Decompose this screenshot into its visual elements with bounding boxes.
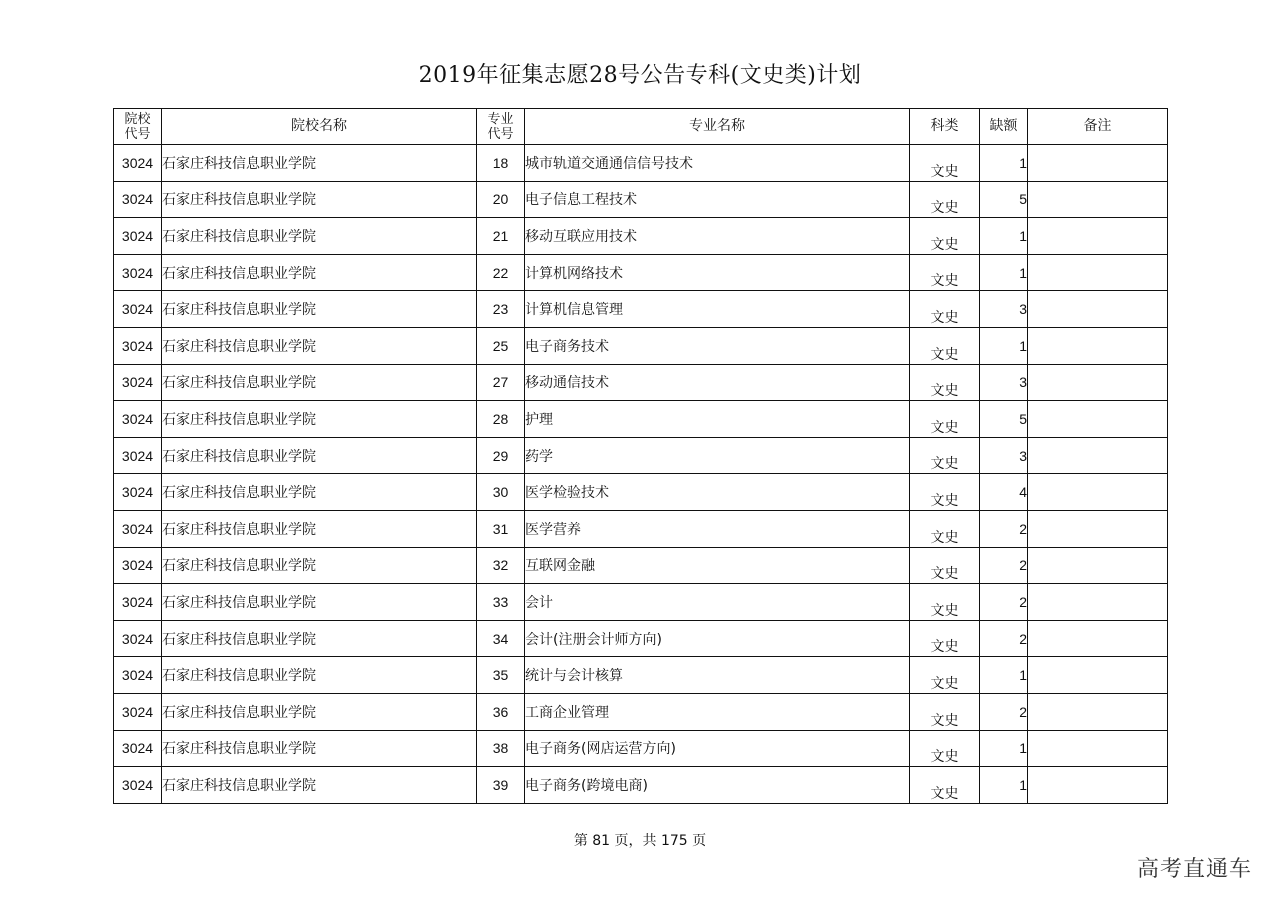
cell-school-name: 石家庄科技信息职业学院 [162,693,477,730]
cell-school-name: 石家庄科技信息职业学院 [162,657,477,694]
cell-school-code: 3024 [114,291,162,328]
table-row [114,145,1168,182]
cell-vacancies: 1 [980,145,1028,182]
cell-vacancies: 1 [980,218,1028,255]
cell-category: 文史 [910,218,980,255]
cell-major-code: 20 [477,181,525,218]
cell-category: 文史 [910,145,980,182]
cell-major-code: 23 [477,291,525,328]
cell-school-code: 3024 [114,510,162,547]
cell-vacancies: 1 [980,730,1028,767]
table-row [114,181,1168,218]
cell-major-name: 计算机网络技术 [525,254,910,291]
cell-school-code: 3024 [114,401,162,438]
cell-remarks [1028,437,1168,474]
cell-major-code: 25 [477,327,525,364]
cell-vacancies: 2 [980,547,1028,584]
page-title: 2019年征集志愿28号公告专科(文史类)计划 [418,63,862,88]
cell-major-name: 计算机信息管理 [525,291,910,328]
table-row [114,767,1168,804]
cell-major-code: 39 [477,767,525,804]
cell-major-code: 18 [477,145,525,182]
cell-major-code: 35 [477,657,525,694]
cell-vacancies: 1 [980,327,1028,364]
cell-category: 文史 [910,437,980,474]
cell-major-name: 工商企业管理 [525,693,910,730]
cell-major-code: 22 [477,254,525,291]
cell-category: 文史 [910,657,980,694]
cell-major-name: 电子信息工程技术 [525,181,910,218]
cell-school-name: 石家庄科技信息职业学院 [162,327,477,364]
cell-school-name: 石家庄科技信息职业学院 [162,510,477,547]
cell-remarks [1028,730,1168,767]
page-footer: 第 81 页，共 175 页 [573,833,707,849]
table-row [114,584,1168,621]
cell-major-name: 医学营养 [525,510,910,547]
cell-school-code: 3024 [114,327,162,364]
cell-school-code: 3024 [114,364,162,401]
cell-remarks [1028,218,1168,255]
table-row [114,657,1168,694]
cell-school-code: 3024 [114,254,162,291]
table-row [114,547,1168,584]
cell-remarks [1028,620,1168,657]
cell-major-code: 33 [477,584,525,621]
header-row [114,109,1168,145]
cell-major-code: 30 [477,474,525,511]
cell-major-code: 28 [477,401,525,438]
cell-vacancies: 2 [980,510,1028,547]
cell-category: 文史 [910,474,980,511]
table-row [114,364,1168,401]
cell-major-name: 电子商务(网店运营方向) [525,730,910,767]
cell-remarks [1028,584,1168,621]
cell-vacancies: 5 [980,181,1028,218]
header-vacancies: 缺额 [980,109,1028,145]
cell-school-name: 石家庄科技信息职业学院 [162,437,477,474]
cell-school-name: 石家庄科技信息职业学院 [162,620,477,657]
table-row [114,730,1168,767]
cell-vacancies: 5 [980,401,1028,438]
cell-vacancies: 4 [980,474,1028,511]
cell-major-name: 电子商务(跨境电商) [525,767,910,804]
cell-major-name: 护理 [525,401,910,438]
cell-vacancies: 1 [980,657,1028,694]
cell-major-name: 互联网金融 [525,547,910,584]
cell-school-code: 3024 [114,145,162,182]
cell-vacancies: 3 [980,364,1028,401]
cell-school-name: 石家庄科技信息职业学院 [162,547,477,584]
cell-major-name: 药学 [525,437,910,474]
cell-school-code: 3024 [114,437,162,474]
cell-major-name: 会计(注册会计师方向) [525,620,910,657]
cell-major-name: 会计 [525,584,910,621]
cell-major-code: 21 [477,218,525,255]
cell-school-code: 3024 [114,474,162,511]
cell-category: 文史 [910,364,980,401]
cell-vacancies: 2 [980,693,1028,730]
cell-major-name: 移动通信技术 [525,364,910,401]
table-row [114,327,1168,364]
table-row [114,218,1168,255]
cell-school-code: 3024 [114,657,162,694]
table-row [114,620,1168,657]
cell-major-code: 34 [477,620,525,657]
cell-category: 文史 [910,620,980,657]
cell-school-code: 3024 [114,218,162,255]
table-row [114,510,1168,547]
cell-major-code: 31 [477,510,525,547]
cell-school-name: 石家庄科技信息职业学院 [162,145,477,182]
cell-school-name: 石家庄科技信息职业学院 [162,767,477,804]
cell-remarks [1028,291,1168,328]
cell-category: 文史 [910,730,980,767]
cell-category: 文史 [910,254,980,291]
header-school-code: 院校 代号 [114,109,162,145]
header-major-code: 专业 代号 [477,109,525,145]
cell-remarks [1028,474,1168,511]
cell-vacancies: 1 [980,254,1028,291]
cell-remarks [1028,401,1168,438]
cell-major-code: 38 [477,730,525,767]
cell-school-code: 3024 [114,693,162,730]
cell-school-name: 石家庄科技信息职业学院 [162,364,477,401]
cell-major-name: 电子商务技术 [525,327,910,364]
cell-remarks [1028,767,1168,804]
cell-vacancies: 2 [980,584,1028,621]
cell-school-name: 石家庄科技信息职业学院 [162,218,477,255]
table-body [114,145,1168,804]
cell-school-code: 3024 [114,547,162,584]
cell-major-code: 29 [477,437,525,474]
cell-category: 文史 [910,291,980,328]
cell-school-name: 石家庄科技信息职业学院 [162,401,477,438]
cell-remarks [1028,327,1168,364]
cell-remarks [1028,510,1168,547]
cell-category: 文史 [910,693,980,730]
cell-category: 文史 [910,181,980,218]
cell-remarks [1028,547,1168,584]
header-category: 科类 [910,109,980,145]
cell-school-code: 3024 [114,620,162,657]
table-header [114,109,1168,145]
cell-school-name: 石家庄科技信息职业学院 [162,730,477,767]
table-row [114,401,1168,438]
cell-major-code: 36 [477,693,525,730]
table-row [114,693,1168,730]
cell-vacancies: 3 [980,291,1028,328]
table-row [114,437,1168,474]
cell-school-name: 石家庄科技信息职业学院 [162,584,477,621]
cell-school-name: 石家庄科技信息职业学院 [162,474,477,511]
cell-remarks [1028,364,1168,401]
cell-vacancies: 3 [980,437,1028,474]
cell-remarks [1028,693,1168,730]
table-row [114,474,1168,511]
cell-major-name: 统计与会计核算 [525,657,910,694]
cell-major-name: 移动互联应用技术 [525,218,910,255]
cell-major-code: 32 [477,547,525,584]
cell-school-name: 石家庄科技信息职业学院 [162,254,477,291]
table-row [114,291,1168,328]
cell-school-name: 石家庄科技信息职业学院 [162,291,477,328]
cell-vacancies: 2 [980,620,1028,657]
cell-major-name: 医学检验技术 [525,474,910,511]
cell-school-code: 3024 [114,767,162,804]
cell-school-code: 3024 [114,730,162,767]
cell-school-code: 3024 [114,181,162,218]
table-row [114,254,1168,291]
header-school-name: 院校名称 [162,109,477,145]
cell-category: 文史 [910,547,980,584]
cell-remarks [1028,145,1168,182]
cell-major-code: 27 [477,364,525,401]
plan-table [113,108,1168,804]
cell-remarks [1028,181,1168,218]
cell-vacancies: 1 [980,767,1028,804]
cell-major-name: 城市轨道交通通信信号技术 [525,145,910,182]
cell-school-code: 3024 [114,584,162,621]
cell-remarks [1028,254,1168,291]
cell-category: 文史 [910,401,980,438]
cell-remarks [1028,657,1168,694]
cell-category: 文史 [910,584,980,621]
header-remarks: 备注 [1028,109,1168,145]
cell-category: 文史 [910,767,980,804]
header-major-name: 专业名称 [525,109,910,145]
watermark: 高考直通车 [1136,857,1252,882]
cell-school-name: 石家庄科技信息职业学院 [162,181,477,218]
cell-category: 文史 [910,510,980,547]
cell-category: 文史 [910,327,980,364]
